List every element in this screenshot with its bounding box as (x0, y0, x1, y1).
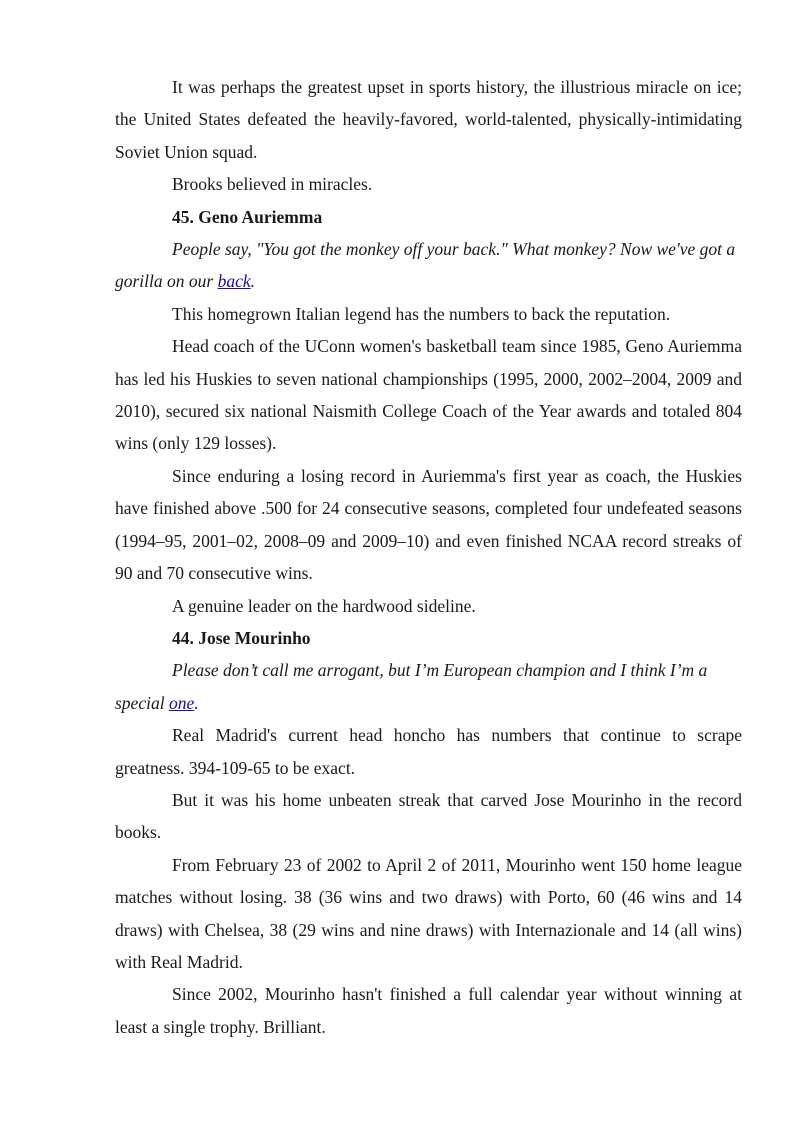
quote-mourinho-end: . (194, 692, 199, 713)
link-back[interactable]: back (217, 271, 251, 292)
body-paragraph-real-madrid: Real Madrid's current head honcho has numbers that continue to scrape greatness. 394-109-65 to be exact. (115, 725, 742, 778)
body-paragraph-brooks: Brooks believed in miracles. (172, 174, 373, 195)
quote-mourinho-text: Please don’t call me arrogant, but I’m European champion and I think I’m a special (115, 660, 708, 713)
body-paragraph-losing-record: Since enduring a losing record in Auriemma's first year as coach, the Huskies have finished above .500 for 24 consecutive seasons, completed four undefeated seasons (1994–95, 2001–02, 2008–09 and 2009–10) and even finished NCAA record streaks of 90 and 70 consecutive wins. (115, 465, 742, 584)
link-one[interactable]: one (168, 692, 195, 713)
section-heading-geno-auriemma: 45. Geno Auriemma (172, 206, 323, 227)
body-paragraph-homegrown: This homegrown Italian legend has the numbers to back the reputation. (172, 303, 671, 324)
body-paragraph-miracle-on-ice: It was perhaps the greatest upset in sports history, the illustrious miracle on ice; the United States defeated the heavily-favored, world-talented, physically-intimidating Soviet Union squad. (115, 77, 742, 162)
body-paragraph-genuine-leader: A genuine leader on the hardwood sideline. (172, 595, 476, 616)
quote-auriemma (115, 233, 742, 298)
body-paragraph-home-matches: From February 23 of 2002 to April 2 of 2011, Mourinho went 150 home league matches without losing. 38 (36 wins and two draws) with Porto, 60 (46 wins and 14 draws) with Chelsea, 38 (29 wins and nine draws) with Internazionale and 14 (all wins) with Real Madrid. (115, 854, 742, 972)
section-heading-jose-mourinho: 44. Jose Mourinho (172, 627, 311, 648)
body-paragraph-unbeaten-streak: But it was his home unbeaten streak that carved Jose Mourinho in the record books. (115, 789, 742, 843)
document-page (115, 71, 742, 1043)
quote-auriemma-end: . (250, 271, 256, 292)
quote-mourinho (115, 654, 742, 719)
body-paragraph-since-2002: Since 2002, Mourinho hasn't finished a full calendar year without winning at least a single trophy. Brilliant. (115, 984, 742, 1037)
body-paragraph-head-coach: Head coach of the UConn women's basketball team since 1985, Geno Auriemma has led his Huskies to seven national championships (1995, 2000, 2002–2004, 2009 and 2010), secured six national Naismith College Coach of the Year awards and totaled 804 wins (only 129 losses). (115, 336, 742, 454)
quote-auriemma-text: People say, "You got the monkey off your back." What monkey? Now we've got a gorilla on our (115, 239, 736, 292)
